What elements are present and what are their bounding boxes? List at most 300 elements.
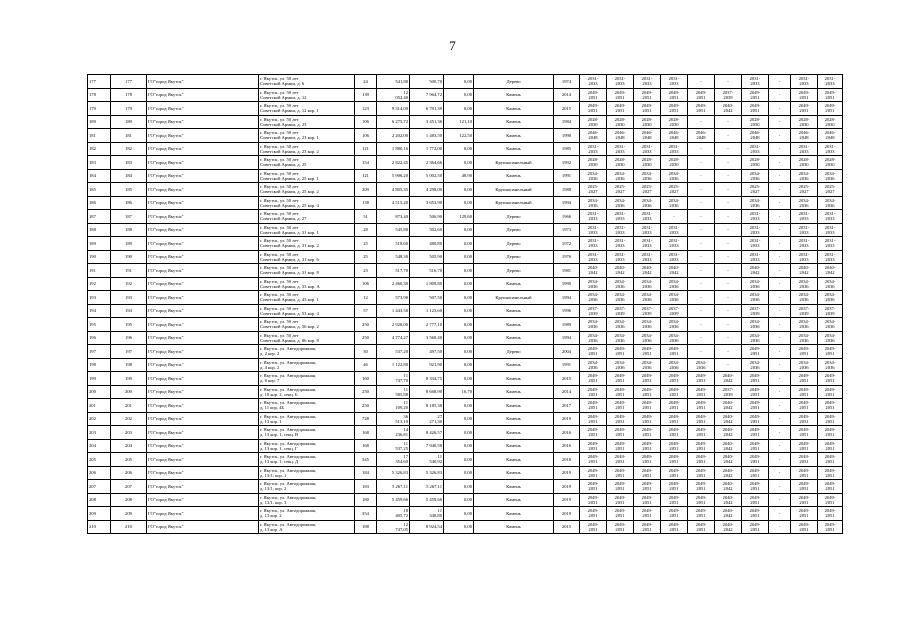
cell-total-area: 2 202,00 [377, 129, 410, 143]
cell-total-area: 2 920,00 [377, 318, 410, 332]
cell-period-8: - [769, 358, 791, 372]
cell-record-number: 208 [111, 493, 147, 507]
cell-living-area: 5 267,11 [410, 480, 444, 494]
cell-row-number: 179 [88, 102, 111, 116]
cell-record-number: 187 [111, 210, 147, 224]
cell-living-area: 505,90 [410, 250, 444, 264]
cell-living-area: 1 772,00 [410, 142, 444, 156]
table-row [88, 345, 843, 359]
cell-address: г. Якутск, ул. Автодорожная, д. 13/1, кор. 2 [259, 480, 355, 494]
cell-period-7: 2031- 2033 [742, 210, 769, 224]
cell-record-number: 202 [111, 412, 147, 426]
cell-total-area: 11 537,25 [377, 439, 410, 453]
cell-period-5: - [688, 210, 715, 224]
cell-non-residential-area: 0,00 [444, 88, 474, 102]
cell-municipality: ГО"город Якутск" [147, 115, 259, 129]
cell-apartments: 188 [355, 520, 377, 534]
cell-address: г. Якутск, ул. 50 лет Советской Армии, д. 56 кор. 2 [259, 318, 355, 332]
cell-record-number: 205 [111, 453, 147, 467]
cell-build-year: 1991 [554, 169, 580, 183]
cell-row-number: 197 [88, 345, 111, 359]
cell-period-10: 2049- 2051 [818, 453, 843, 467]
cell-period-9: 2031- 2033 [791, 237, 818, 251]
cell-period-4: 2034- 2036 [661, 358, 688, 372]
cell-non-residential-area: 0,00 [444, 412, 474, 426]
cell-period-8: - [769, 331, 791, 345]
cell-address: г. Якутск, ул. 50 лет Советской Армии, д. 53 кор. 4 [259, 304, 355, 318]
cell-build-year: 2014 [554, 88, 580, 102]
cell-period-1: 2049- 2051 [580, 412, 607, 426]
cell-wall-material: Камень [474, 412, 554, 426]
cell-period-9: 2049- 2051 [791, 480, 818, 494]
cell-period-3: 2031- 2033 [634, 210, 661, 224]
cell-period-2: 2049- 2051 [607, 372, 634, 386]
cell-build-year: 2019 [554, 466, 580, 480]
cell-period-10: 2049- 2051 [818, 88, 843, 102]
cell-address: г. Якутск, ул. 50 лет Советской Армии, д. 6 [259, 75, 355, 89]
cell-period-10: 2034- 2036 [818, 291, 843, 305]
cell-period-3: 2034- 2036 [634, 169, 661, 183]
cell-period-2: 2049- 2051 [607, 88, 634, 102]
cell-apartments: 57 [355, 304, 377, 318]
cell-municipality: ГО"город Якутск" [147, 466, 259, 480]
cell-period-4: 2049- 2051 [661, 520, 688, 534]
cell-address: г. Якутск, ул. 50 лет Советской Армии, д. 86 кор. 8 [259, 331, 355, 345]
cell-total-area: 36 513,10 [377, 412, 410, 426]
cell-period-3: 2028- 2030 [634, 156, 661, 170]
cell-period-3: 2031- 2033 [634, 75, 661, 89]
cell-period-8: - [769, 237, 791, 251]
cell-period-5: - [688, 331, 715, 345]
cell-period-3: 2034- 2036 [634, 318, 661, 332]
cell-apartments: 12 [355, 291, 377, 305]
cell-build-year: 1994 [554, 291, 580, 305]
cell-address: г. Якутск, ул. 50 лет Советской Армии, д. 25 кор. 1 [259, 169, 355, 183]
cell-period-1: 2049- 2051 [580, 102, 607, 116]
cell-non-residential-area: 0,00 [444, 250, 474, 264]
cell-period-1: 2049- 2051 [580, 399, 607, 413]
table-row [88, 88, 843, 102]
cell-period-10: 2034- 2036 [818, 331, 843, 345]
cell-record-number: 186 [111, 196, 147, 210]
cell-period-4: - [661, 210, 688, 224]
cell-address: г. Якутск, ул. 50 лет Советской Армии, д. 25 кор. 4 [259, 196, 355, 210]
cell-period-3: 2028- 2030 [634, 115, 661, 129]
cell-build-year: 1988 [554, 183, 580, 197]
cell-period-7: 2031- 2033 [742, 223, 769, 237]
cell-period-7: 2037- 2039 [742, 304, 769, 318]
cell-period-10: 2031- 2033 [818, 142, 843, 156]
cell-total-area: 12 052,40 [377, 88, 410, 102]
cell-period-10: 2031- 2033 [818, 237, 843, 251]
cell-apartments: 183 [355, 480, 377, 494]
cell-period-5: - [688, 237, 715, 251]
cell-period-3: 2034- 2036 [634, 358, 661, 372]
cell-build-year: 2016 [554, 439, 580, 453]
cell-period-4: 2046- 2048 [661, 129, 688, 143]
cell-period-5: - [688, 277, 715, 291]
cell-non-residential-area: 48,90 [444, 169, 474, 183]
cell-municipality: ГО"город Якутск" [147, 142, 259, 156]
cell-period-8: - [769, 102, 791, 116]
cell-period-7: 2034- 2036 [742, 358, 769, 372]
cell-period-9: 2046- 2048 [791, 129, 818, 143]
cell-period-7: 2049- 2051 [742, 426, 769, 440]
cell-record-number: 196 [111, 331, 147, 345]
cell-row-number: 183 [88, 156, 111, 170]
cell-municipality: ГО"город Якутск" [147, 453, 259, 467]
cell-period-5: - [688, 156, 715, 170]
cell-period-4: 2049- 2051 [661, 102, 688, 116]
cell-period-2: 2037- 2039 [607, 304, 634, 318]
cell-total-area: 2 822,45 [377, 156, 410, 170]
cell-row-number: 191 [88, 264, 111, 278]
cell-wall-material: Камень [474, 102, 554, 116]
cell-period-8: - [769, 304, 791, 318]
table-row [88, 277, 843, 291]
cell-period-9: 2049- 2051 [791, 507, 818, 521]
cell-build-year: 2015 [554, 520, 580, 534]
cell-period-10: 2040- 2042 [818, 264, 843, 278]
cell-period-1: 2031- 2033 [580, 223, 607, 237]
cell-address: г. Якутск, ул. Автодорожная, д. 13/1, кор. 1 [259, 466, 355, 480]
cell-period-8: - [769, 169, 791, 183]
cell-non-residential-area: 0,00 [444, 345, 474, 359]
cell-period-2: 2049- 2051 [607, 345, 634, 359]
cell-build-year: 1976 [554, 250, 580, 264]
cell-period-6: 2040- 2042 [715, 439, 742, 453]
cell-wall-material: Камень [474, 507, 554, 521]
cell-period-2: 2049- 2051 [607, 426, 634, 440]
cell-period-4: 2025- 2027 [661, 183, 688, 197]
cell-period-1: 2028- 2030 [580, 156, 607, 170]
cell-period-2: 2046- 2048 [607, 129, 634, 143]
cell-total-area: 4 805,35 [377, 183, 410, 197]
cell-period-1: 2049- 2051 [580, 372, 607, 386]
cell-apartments: 168 [355, 439, 377, 453]
cell-non-residential-area: 0,00 [444, 318, 474, 332]
cell-period-9: 2028- 2030 [791, 115, 818, 129]
cell-record-number: 194 [111, 304, 147, 318]
cell-period-1: 2046- 2048 [580, 129, 607, 143]
cell-period-8: - [769, 223, 791, 237]
cell-period-10: 2034- 2036 [818, 196, 843, 210]
table-row [88, 196, 843, 210]
cell-wall-material: Камень [474, 385, 554, 399]
cell-row-number: 177 [88, 75, 111, 89]
cell-wall-material: Камень [474, 426, 554, 440]
cell-non-residential-area: 0,00 [444, 264, 474, 278]
cell-period-1: 2034- 2036 [580, 358, 607, 372]
cell-total-area: 873,40 [377, 210, 410, 224]
table-row [88, 358, 843, 372]
cell-period-7: 2049- 2051 [742, 372, 769, 386]
cell-row-number: 189 [88, 237, 111, 251]
cell-build-year: 2015 [554, 102, 580, 116]
cell-period-9: 2034- 2036 [791, 169, 818, 183]
table-row [88, 304, 843, 318]
cell-wall-material: Крупнопанельный [474, 156, 554, 170]
cell-period-4: 2031- 2033 [661, 142, 688, 156]
cell-period-3: 2049- 2051 [634, 520, 661, 534]
cell-period-9: 2031- 2033 [791, 223, 818, 237]
cell-period-1: 2031- 2033 [580, 75, 607, 89]
cell-period-1: 2049- 2051 [580, 493, 607, 507]
table-row [88, 115, 843, 129]
cell-apartments: 728 [355, 412, 377, 426]
cell-address: г. Якутск, ул. 50 лет Советской Армии, д. 25 кор. 2 [259, 183, 355, 197]
cell-period-9: 2049- 2051 [791, 439, 818, 453]
cell-address: г. Якутск, ул. 50 лет Советской Армии, д. 43 кор. 1 [259, 291, 355, 305]
cell-period-7: 2049- 2051 [742, 399, 769, 413]
cell-period-10: 2049- 2051 [818, 102, 843, 116]
cell-municipality: ГО"город Якутск" [147, 196, 259, 210]
cell-period-2: 2031- 2033 [607, 237, 634, 251]
cell-period-10: 2049- 2051 [818, 480, 843, 494]
cell-build-year: 2019 [554, 412, 580, 426]
cell-period-7: 2049- 2051 [742, 345, 769, 359]
cell-living-area: 921,90 [410, 358, 444, 372]
cell-period-7: 2049- 2051 [742, 466, 769, 480]
cell-period-8: - [769, 264, 791, 278]
cell-non-residential-area: 0,00 [444, 520, 474, 534]
cell-apartments: 139 [355, 88, 377, 102]
cell-period-8: - [769, 426, 791, 440]
cell-non-residential-area: 0,00 [444, 196, 474, 210]
cell-period-6: - [715, 264, 742, 278]
cell-period-5: 2046- 2048 [688, 129, 715, 143]
cell-period-2: 2049- 2051 [607, 412, 634, 426]
cell-period-3: 2049- 2051 [634, 412, 661, 426]
cell-row-number: 210 [88, 520, 111, 534]
cell-period-9: 2049- 2051 [791, 385, 818, 399]
cell-municipality: ГО"город Якутск" [147, 345, 259, 359]
cell-total-area: 17 354,60 [377, 453, 410, 467]
cell-period-6: 2037- 2039 [715, 88, 742, 102]
table-row [88, 223, 843, 237]
cell-build-year: 1973 [554, 223, 580, 237]
cell-period-10: 2049- 2051 [818, 345, 843, 359]
cell-period-3: 2049- 2051 [634, 426, 661, 440]
cell-period-9: 2049- 2051 [791, 412, 818, 426]
cell-municipality: ГО"город Якутск" [147, 439, 259, 453]
cell-period-10: 2049- 2051 [818, 426, 843, 440]
cell-non-residential-area: 0,00 [444, 291, 474, 305]
cell-total-area: 11 747,70 [377, 372, 410, 386]
cell-living-area: 8 426,57 [410, 426, 444, 440]
cell-period-9: 2049- 2051 [791, 493, 818, 507]
cell-period-10: 2049- 2051 [818, 372, 843, 386]
cell-living-area: 11 348,80 [410, 507, 444, 521]
cell-period-2: 2049- 2051 [607, 385, 634, 399]
cell-living-area: 27 271,30 [410, 412, 444, 426]
cell-period-8: - [769, 439, 791, 453]
cell-period-6: - [715, 75, 742, 89]
cell-period-6: - [715, 142, 742, 156]
cell-period-5: 2049- 2051 [688, 466, 715, 480]
cell-period-7: 2025- 2027 [742, 183, 769, 197]
cell-record-number: 207 [111, 480, 147, 494]
cell-row-number: 185 [88, 183, 111, 197]
cell-build-year: 2017 [554, 399, 580, 413]
cell-address: г. Якутск, ул. 50 лет Советской Армии, д. 33 кор. А [259, 277, 355, 291]
cell-non-residential-area: 0,00 [444, 399, 474, 413]
cell-period-3: 2034- 2036 [634, 277, 661, 291]
cell-apartments: 46 [355, 358, 377, 372]
cell-municipality: ГО"город Якутск" [147, 129, 259, 143]
table-row [88, 75, 843, 89]
cell-municipality: ГО"город Якутск" [147, 331, 259, 345]
cell-period-4: 2031- 2033 [661, 223, 688, 237]
cell-period-3: 2049- 2051 [634, 466, 661, 480]
cell-period-1: 2028- 2030 [580, 115, 607, 129]
cell-period-9: 2037- 2039 [791, 304, 818, 318]
cell-period-3: 2040- 2042 [634, 264, 661, 278]
cell-period-9: 2034- 2036 [791, 277, 818, 291]
cell-wall-material: Камень [474, 520, 554, 534]
cell-living-area: 4 298,00 [410, 183, 444, 197]
cell-row-number: 186 [88, 196, 111, 210]
cell-period-10: 2025- 2027 [818, 183, 843, 197]
cell-record-number: 201 [111, 399, 147, 413]
cell-non-residential-area: 0,00 [444, 358, 474, 372]
cell-apartments: 138 [355, 196, 377, 210]
cell-period-2: 2049- 2051 [607, 453, 634, 467]
table-row [88, 250, 843, 264]
cell-period-5: - [688, 115, 715, 129]
cell-period-7: 2031- 2033 [742, 75, 769, 89]
cell-record-number: 182 [111, 142, 147, 156]
cell-apartments: 154 [355, 156, 377, 170]
cell-period-3: 2049- 2051 [634, 480, 661, 494]
cell-period-9: 2031- 2033 [791, 210, 818, 224]
cell-row-number: 190 [88, 250, 111, 264]
cell-wall-material: Дерево [474, 237, 554, 251]
cell-period-10: 2034- 2036 [818, 318, 843, 332]
cell-period-8: - [769, 196, 791, 210]
cell-municipality: ГО"город Якутск" [147, 520, 259, 534]
cell-period-3: 2049- 2051 [634, 493, 661, 507]
cell-address: г. Якутск, ул. Автодорожная, д. 13 кор. 1, секц. Г [259, 439, 355, 453]
cell-period-5: 2049- 2051 [688, 372, 715, 386]
cell-period-2: 2049- 2051 [607, 102, 634, 116]
cell-record-number: 204 [111, 439, 147, 453]
cell-period-3: 2049- 2051 [634, 88, 661, 102]
cell-record-number: 203 [111, 426, 147, 440]
cell-period-1: 2049- 2051 [580, 453, 607, 467]
cell-period-2: 2031- 2033 [607, 75, 634, 89]
cell-municipality: ГО"город Якутск" [147, 304, 259, 318]
cell-period-8: - [769, 372, 791, 386]
cell-period-10: 2031- 2033 [818, 223, 843, 237]
cell-row-number: 178 [88, 88, 111, 102]
cell-living-area: 502,60 [410, 223, 444, 237]
cell-apartments: 25 [355, 250, 377, 264]
cell-record-number: 195 [111, 318, 147, 332]
cell-period-4: 2049- 2051 [661, 426, 688, 440]
cell-period-1: 2025- 2027 [580, 183, 607, 197]
cell-row-number: 193 [88, 291, 111, 305]
cell-period-5: - [688, 304, 715, 318]
cell-municipality: ГО"город Якутск" [147, 210, 259, 224]
cell-period-4: 2031- 2033 [661, 75, 688, 89]
cell-wall-material: Дерево [474, 223, 554, 237]
cell-period-7: 2034- 2036 [742, 277, 769, 291]
cell-period-8: - [769, 291, 791, 305]
cell-build-year: 2016 [554, 426, 580, 440]
cell-living-area: 8 185,38 [410, 399, 444, 413]
cell-period-1: 2031- 2033 [580, 210, 607, 224]
table-row [88, 507, 843, 521]
cell-period-6: - [715, 129, 742, 143]
cell-period-3: 2049- 2051 [634, 385, 661, 399]
cell-period-5: 2049- 2051 [688, 88, 715, 102]
cell-non-residential-area: 0,00 [444, 331, 474, 345]
cell-municipality: ГО"город Якутск" [147, 385, 259, 399]
cell-build-year: 1974 [554, 75, 580, 89]
cell-wall-material: Камень [474, 142, 554, 156]
cell-build-year: 1972 [554, 237, 580, 251]
cell-build-year: 1981 [554, 264, 580, 278]
cell-record-number: 185 [111, 183, 147, 197]
cell-period-8: - [769, 318, 791, 332]
cell-period-7: 2040- 2042 [742, 264, 769, 278]
cell-period-5: 2049- 2051 [688, 399, 715, 413]
cell-period-6: - [715, 223, 742, 237]
cell-row-number: 194 [88, 304, 111, 318]
cell-total-area: 18 405,72 [377, 507, 410, 521]
cell-period-9: 2049- 2051 [791, 88, 818, 102]
cell-apartments: 121 [355, 142, 377, 156]
cell-period-5: 2049- 2051 [688, 439, 715, 453]
cell-period-8: - [769, 115, 791, 129]
cell-build-year: 1990 [554, 277, 580, 291]
cell-period-9: 2049- 2051 [791, 520, 818, 534]
cell-record-number: 184 [111, 169, 147, 183]
cell-address: г. Якутск, ул. 50 лет Советской Армии, д. 27 [259, 210, 355, 224]
cell-period-1: 2037- 2039 [580, 304, 607, 318]
cell-period-1: 2049- 2051 [580, 385, 607, 399]
cell-period-1: 2049- 2051 [580, 345, 607, 359]
cell-period-7: 2031- 2033 [742, 142, 769, 156]
cell-living-area: 500,70 [410, 75, 444, 89]
cell-living-area: 2 364,66 [410, 156, 444, 170]
cell-period-9: 2031- 2033 [791, 142, 818, 156]
cell-period-1: 2034- 2036 [580, 196, 607, 210]
cell-period-4: 2034- 2036 [661, 291, 688, 305]
cell-period-6: - [715, 169, 742, 183]
cell-total-area: 4 515,20 [377, 196, 410, 210]
cell-wall-material: Дерево [474, 75, 554, 89]
cell-non-residential-area: 121,10 [444, 115, 474, 129]
cell-address: г. Якутск, ул. Автодорожная, д. 13/1, кор. 3 [259, 493, 355, 507]
cell-period-8: - [769, 142, 791, 156]
cell-wall-material: Камень [474, 399, 554, 413]
cell-row-number: 195 [88, 318, 111, 332]
cell-apartments: 250 [355, 318, 377, 332]
cell-period-5: - [688, 223, 715, 237]
cell-period-6: 2040- 2042 [715, 480, 742, 494]
cell-period-5: - [688, 196, 715, 210]
cell-period-5: - [688, 264, 715, 278]
cell-period-6: - [715, 318, 742, 332]
cell-period-7: 2049- 2051 [742, 102, 769, 116]
cell-period-5: - [688, 75, 715, 89]
cell-row-number: 201 [88, 399, 111, 413]
cell-period-7: 2049- 2051 [742, 480, 769, 494]
cell-wall-material: Камень [474, 453, 554, 467]
cell-build-year: 2019 [554, 493, 580, 507]
